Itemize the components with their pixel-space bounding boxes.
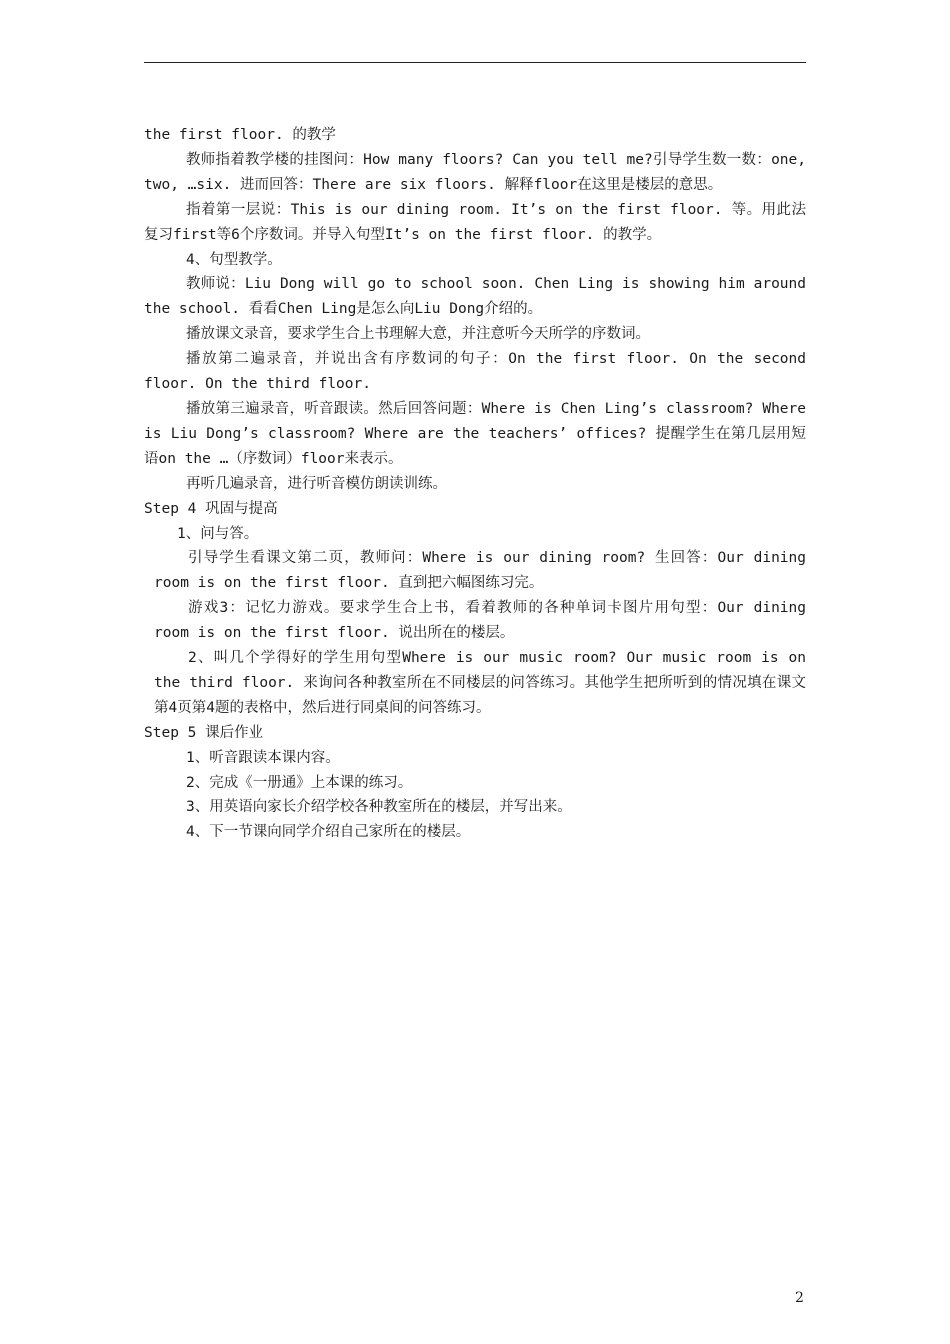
paragraph: the first floor. 的教学	[144, 127, 336, 143]
step5-heading: Step 5 课后作业	[144, 724, 264, 741]
paragraph: 播放第三遍录音，听音跟读。然后回答问题：Where is Chen Ling’s classroom? Where is Liu Dong’s classroom? Where are the teachers’ offices? 提醒学生在第几层用短语on the …（序数词）floor来表示。	[144, 400, 806, 467]
paragraph: 指着第一层说：This is our dining room. It’s on the first floor. 等。用此法复习first等6个序数词。并导入句型It’s on the first floor. 的教学。	[144, 201, 806, 243]
header-rule	[144, 62, 806, 63]
homework-item: 2、完成《一册通》上本课的练习。	[186, 774, 413, 791]
homework-item: 4、下一节课向同学介绍自己家所在的楼层。	[186, 824, 471, 841]
homework-item: 1、听音跟读本课内容。	[186, 749, 340, 766]
step4-paragraph: 2、叫几个学得好的学生用句型Where is our music room? Our music room is on the third floor. 来询问各种教室所在不同楼层的问答练习。其他学生把所听到的情况填在课文第4页第4题的表格中，然后进行同桌间的问答练习。	[154, 650, 806, 716]
paragraph: 教师指着教学楼的挂图问：How many floors? Can you tell me?引导学生数一数：one, two, …six. 进而回答：There are six floors. 解释floor在这里是楼层的意思。	[144, 151, 806, 193]
step4-paragraph: 游戏3：记忆力游戏。要求学生合上书，看着教师的各种单词卡图片用句型：Our dining room is on the first floor. 说出所在的楼层。	[154, 600, 806, 642]
paragraph: 播放课文录音，要求学生合上书理解大意，并注意听今天所学的序数词。	[186, 326, 650, 343]
step4-paragraph: 引导学生看课文第二页，教师问：Where is our dining room? 生回答：Our dining room is on the first floor. 直到把六幅图练习完。	[154, 550, 806, 592]
document-body	[144, 123, 806, 845]
paragraph: 教师说：Liu Dong will go to school soon. Chen Ling is showing him around the school. 看看Chen Ling是怎么向Liu Dong介绍的。	[144, 276, 806, 318]
step4-heading: Step 4 巩固与提高	[144, 500, 278, 517]
step4-item: 1、问与答。	[177, 525, 259, 542]
paragraph: 4、句型教学。	[186, 251, 282, 268]
page-number: 2	[795, 1290, 804, 1306]
homework-item: 3、用英语向家长介绍学校各种教室所在的楼层，并写出来。	[186, 799, 572, 816]
paragraph: 再听几遍录音，进行听音模仿朗读训练。	[186, 475, 447, 492]
paragraph: 播放第二遍录音，并说出含有序数词的句子：On the first floor. On the second floor. On the third floor.	[144, 351, 806, 393]
